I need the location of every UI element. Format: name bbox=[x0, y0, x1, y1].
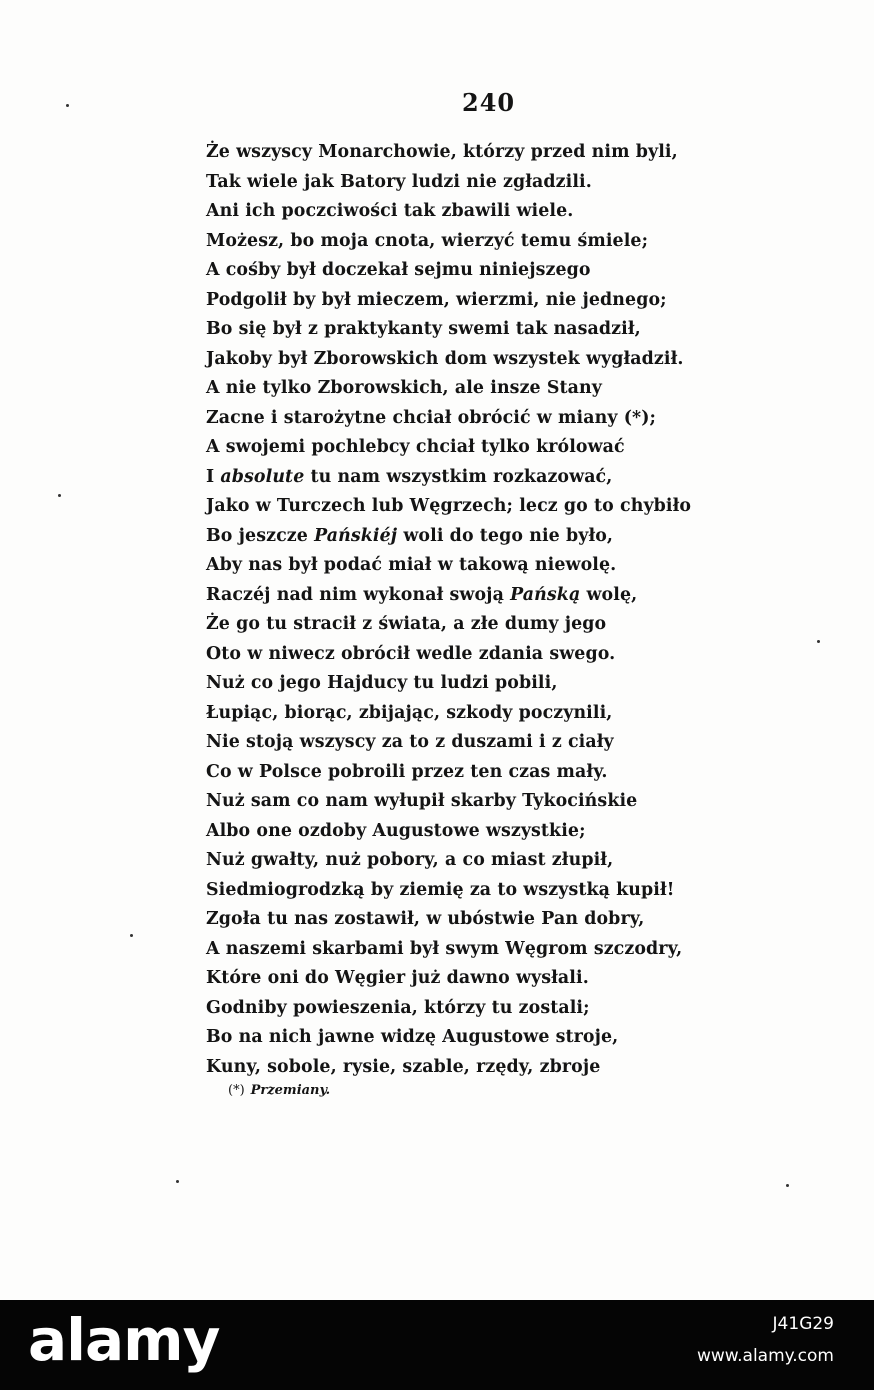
footnote bbox=[228, 1083, 330, 1098]
poem-line: Jako w Turczech lub Węgrzech; lecz go to chybiło bbox=[206, 496, 692, 516]
watermark-logo: alamy bbox=[28, 1306, 220, 1374]
poem-line: Nuż co jego Hajducy tu ludzi pobili, bbox=[206, 673, 558, 693]
poem-line: Co w Polsce pobroili przez ten czas mały. bbox=[206, 761, 608, 782]
image-id: J41G29 bbox=[772, 1314, 834, 1334]
poem-line: Kuny, sobole, rysie, szable, rzędy, zbroje bbox=[206, 1056, 601, 1077]
poem-line-after: wolę, bbox=[580, 584, 638, 605]
poem-line: Bo się był z praktykanty swemi tak nasadził, bbox=[206, 319, 641, 339]
poem-line: Zgoła tu nas zostawił, w ubóstwie Pan dobry, bbox=[206, 909, 645, 929]
poem-line-before: Bo jeszcze bbox=[206, 525, 315, 546]
poem-line: Jakoby był Zborowskich dom wszystek wygładził. bbox=[206, 348, 684, 369]
poem-line bbox=[206, 581, 691, 611]
poem-line bbox=[206, 522, 691, 552]
poem-line: Że go tu stracił z świata, a złe dumy jego bbox=[206, 614, 607, 634]
paper-speck bbox=[66, 104, 69, 107]
paper-speck bbox=[58, 494, 61, 497]
poem-line: Nuż gwałty, nuż pobory, a co miast złupił, bbox=[206, 850, 614, 870]
poem-line-after: tu nam wszystkim rozkazować, bbox=[304, 466, 613, 487]
poem-line: Oto w niwecz obrócił wedle zdania swego. bbox=[206, 643, 616, 664]
poem-line: Ani ich poczciwości tak zbawili wiele. bbox=[206, 201, 574, 221]
footnote-mark: (*) bbox=[228, 1083, 245, 1098]
site-url: www.alamy.com bbox=[696, 1346, 834, 1366]
poem-line: A naszemi skarbami był swym Węgrom szczodry, bbox=[206, 938, 683, 959]
poem-line-italic: Pańską bbox=[510, 584, 581, 605]
poem-line: Łupiąc, biorąc, zbijając, szkody poczynili, bbox=[206, 702, 613, 723]
footnote-text: Przemiany. bbox=[250, 1083, 331, 1098]
poem-line-before: Raczéj nad nim wykonał swoją bbox=[206, 584, 511, 605]
poem-line: Tak wiele jak Batory ludzi nie zgładzili. bbox=[206, 171, 592, 192]
poem-line: Aby nas był podać miał w takową niewolę. bbox=[206, 555, 617, 575]
poem-line-before: I bbox=[206, 466, 221, 487]
poem-line: Podgolił by był mieczem, wierzmi, nie jednego; bbox=[206, 289, 667, 310]
poem-line: Nuż sam co nam wyłupił skarby Tykocińskie bbox=[206, 791, 638, 811]
poem-line: Nie stoją wszyscy za to z duszami i z ciały bbox=[206, 732, 614, 752]
paper-speck bbox=[176, 1180, 179, 1183]
poem-line: Albo one ozdoby Augustowe wszystkie; bbox=[206, 820, 586, 841]
poem-line: Godniby powieszenia, którzy tu zostali; bbox=[206, 997, 590, 1018]
poem-line bbox=[206, 463, 691, 493]
paper-speck bbox=[817, 640, 820, 643]
poem-line: Bo na nich jawne widzę Augustowe stroje, bbox=[206, 1027, 619, 1047]
paper-speck bbox=[130, 934, 133, 937]
poem-line-italic: Pańskiéj bbox=[314, 525, 398, 546]
poem-line: Które oni do Węgier już dawno wysłali. bbox=[206, 968, 589, 988]
poem-line: Możesz, bo moja cnota, wierzyć temu śmiele; bbox=[206, 230, 649, 251]
poem-line: Że wszyscy Monarchowie, którzy przed nim byli, bbox=[206, 142, 678, 162]
paper-speck bbox=[786, 1184, 789, 1187]
poem-line: Siedmiogrodzką by ziemię za to wszystką kupił! bbox=[206, 879, 675, 900]
poem-line-after: woli do tego nie było, bbox=[397, 525, 614, 546]
poem-text bbox=[206, 138, 691, 1082]
poem-line-italic: absolute bbox=[220, 466, 305, 487]
poem-line: A swojemi pochlebcy chciał tylko królować bbox=[206, 437, 625, 457]
poem-line: A nie tylko Zborowskich, ale insze Stany bbox=[206, 378, 602, 398]
poem-line: Zacne i starożytne chciał obrócić w miany (*); bbox=[206, 407, 657, 428]
page-number: 240 bbox=[462, 88, 516, 117]
poem-line: A cośby był doczekał sejmu niniejszego bbox=[206, 260, 591, 280]
